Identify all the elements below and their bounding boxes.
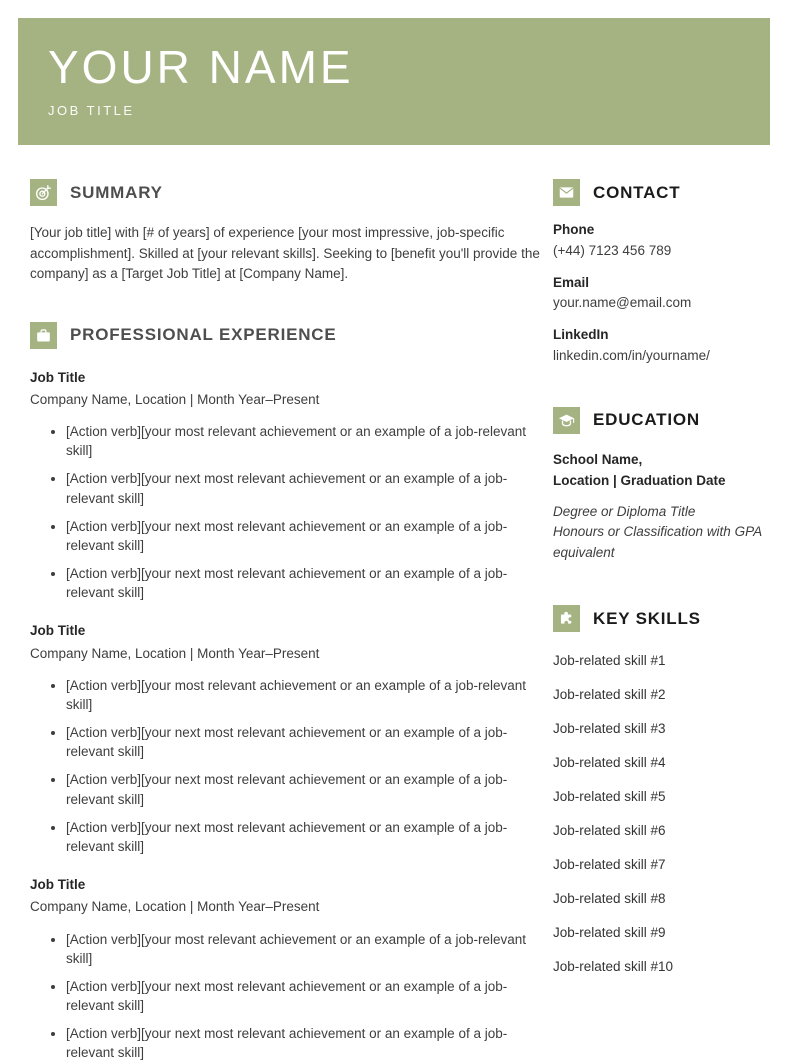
key-skills-heading: KEY SKILLS <box>593 608 701 628</box>
skill-item: Job-related skill #8 <box>553 891 666 907</box>
job-bullet: • [Action verb][your next most relevant achievement or an example of a job-relevant skill] <box>66 977 526 1015</box>
contact-item <box>553 272 770 315</box>
skills-list <box>553 653 770 975</box>
job-title: Job Title <box>30 623 86 639</box>
contact-section <box>553 179 770 367</box>
envelope-icon <box>553 179 580 206</box>
job-company-line: Company Name, Location | Month Year–Present <box>30 899 320 915</box>
summary-section <box>30 179 540 285</box>
job-company-line: Company Name, Location | Month Year–Present <box>30 391 320 407</box>
education-location-date: Location | Graduation Date <box>553 473 726 489</box>
key-skills-section-head <box>553 605 770 632</box>
job-bullet-list <box>30 930 540 1062</box>
job-bullet: • [Action verb][your next most relevant achievement or an example of a job-relevant skill] <box>66 1024 526 1062</box>
job-bullet: • [Action verb][your most relevant achievement or an example of a job-relevant skill] <box>66 930 526 968</box>
contact-label: Phone <box>553 222 595 237</box>
job-bullet: • [Action verb][your next most relevant achievement or an example of a job-relevant skill] <box>66 564 526 602</box>
skill-item: Job-related skill #6 <box>553 823 666 839</box>
skill-item: Job-related skill #2 <box>553 687 666 703</box>
resume-page <box>0 18 791 1061</box>
job-bullet-list <box>30 676 540 856</box>
summary-heading: SUMMARY <box>70 182 163 202</box>
job-company-line: Company Name, Location | Month Year–Present <box>30 645 320 661</box>
graduation-cap-icon <box>553 407 580 434</box>
experience-heading: PROFESSIONAL EXPERIENCE <box>70 325 337 345</box>
job-title: Job Title <box>30 877 86 893</box>
skill-item: Job-related skill #3 <box>553 721 666 737</box>
contact-label: Email <box>553 274 590 290</box>
skill-item: Job-related skill #1 <box>553 653 666 669</box>
summary-section-head <box>30 179 540 206</box>
briefcase-icon <box>30 322 57 349</box>
experience-section <box>30 322 540 1062</box>
puzzle-icon <box>553 605 580 632</box>
education-school-block <box>553 449 770 492</box>
job-bullet: • [Action verb][your most relevant achievement or an example of a job-relevant skill] <box>66 676 526 714</box>
contact-value: your.name@email.com <box>553 295 692 311</box>
contact-item <box>553 219 770 262</box>
education-heading: EDUCATION <box>593 410 700 430</box>
job-title: Job Title <box>30 369 86 385</box>
skill-item: Job-related skill #7 <box>553 857 666 873</box>
side-column <box>553 179 770 1062</box>
job-bullet: • [Action verb][your next most relevant achievement or an example of a job-relevant skill] <box>66 723 526 761</box>
skill-item: Job-related skill #10 <box>553 959 674 975</box>
contact-label: LinkedIn <box>553 327 609 343</box>
key-skills-section <box>553 605 770 975</box>
resume-body <box>30 179 770 1062</box>
person-name: YOUR NAME <box>48 41 354 93</box>
job-entry <box>30 621 540 856</box>
education-section-head <box>553 407 770 434</box>
job-bullet: • [Action verb][your next most relevant achievement or an example of a job-relevant skill] <box>66 469 526 507</box>
education-degree-title: Degree or Diploma Title <box>553 503 696 519</box>
contact-item <box>553 324 770 367</box>
target-icon <box>30 179 57 206</box>
job-entry <box>30 875 540 1062</box>
main-column <box>30 179 540 1062</box>
person-job-title: JOB TITLE <box>48 103 135 119</box>
education-degree-block <box>553 502 770 564</box>
experience-jobs <box>30 368 540 1062</box>
contact-heading: CONTACT <box>593 182 681 202</box>
job-bullet: • [Action verb][your next most relevant achievement or an example of a job-relevant skill] <box>66 770 526 808</box>
education-honours: Honours or Classification with GPA equivalent <box>553 524 762 560</box>
skill-item: Job-related skill #5 <box>553 789 666 805</box>
education-section <box>553 407 770 564</box>
summary-text: [Your job title] with [# of years] of experience [your most impressive, job-specific accomplishment]. Skilled at [your relevant skills]. Seeking to [benefit you'll provide the company] as a [Target Job Title] at [Company Name]. <box>30 225 540 282</box>
contact-section-head <box>553 179 770 206</box>
education-school-name: School Name, <box>553 451 643 467</box>
experience-section-head <box>30 322 540 349</box>
resume-header <box>18 18 770 145</box>
contact-items <box>553 219 770 367</box>
job-entry <box>30 368 540 603</box>
job-bullet: • [Action verb][your next most relevant achievement or an example of a job-relevant skill] <box>66 818 526 856</box>
contact-value: linkedin.com/in/yourname/ <box>553 347 710 363</box>
job-bullet: • [Action verb][your next most relevant achievement or an example of a job-relevant skill] <box>66 517 526 555</box>
skill-item: Job-related skill #4 <box>553 755 666 771</box>
job-bullet: • [Action verb][your most relevant achievement or an example of a job-relevant skill] <box>66 422 526 460</box>
skill-item: Job-related skill #9 <box>553 925 666 941</box>
job-bullet-list <box>30 422 540 602</box>
contact-value: (+44) 7123 456 789 <box>553 242 672 258</box>
